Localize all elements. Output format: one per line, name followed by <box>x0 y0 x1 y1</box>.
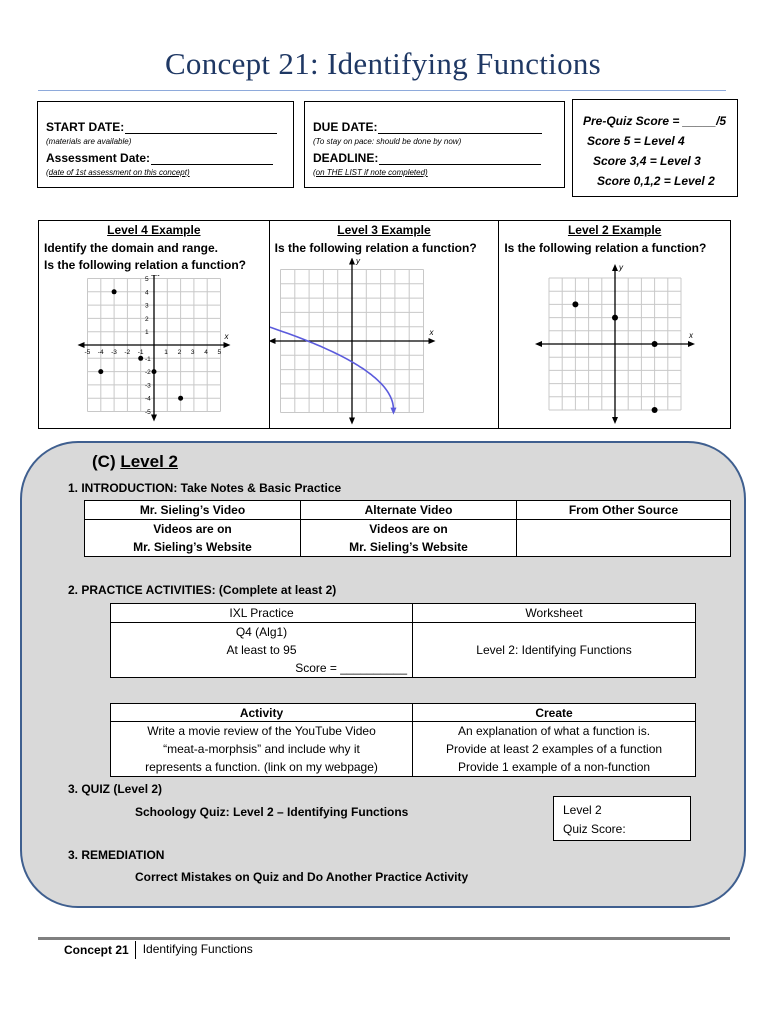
y-tick-label: 2 <box>145 315 149 323</box>
due-date-box <box>304 101 565 188</box>
data-point <box>112 289 117 294</box>
x-tick-label: 5 <box>217 349 222 356</box>
x-tick-label: 2 <box>177 349 182 356</box>
y-tick-label: -2 <box>145 369 151 377</box>
ixl-cell[interactable] <box>111 623 413 678</box>
activity-line-1: Write a movie review of the YouTube Video <box>147 724 376 738</box>
y-tick-label: -5 <box>145 409 151 416</box>
assessment-date-line[interactable] <box>151 153 273 165</box>
x-tick-label: -4 <box>97 349 104 356</box>
score-level-4: Score 5 = Level 4 <box>587 134 685 148</box>
data-point <box>573 301 579 307</box>
y-tick-label: 5 <box>145 276 149 283</box>
deadline-line[interactable] <box>379 153 541 165</box>
footer <box>64 941 253 959</box>
practice-col-ixl: IXL Practice <box>111 604 413 623</box>
level-4-question-line-1: Identify the domain and range. <box>44 241 219 255</box>
y-tick-label: -1 <box>145 355 151 363</box>
level-prefix: (C) <box>92 452 121 471</box>
start-date-line[interactable] <box>125 122 277 134</box>
data-point <box>152 369 157 374</box>
intro-col-sieling: Mr. Sieling’s Video <box>85 501 301 520</box>
x-axis-arrow <box>224 342 231 348</box>
x-axis-arrow <box>428 338 435 344</box>
x-tick-label: -2 <box>124 349 131 356</box>
level-2-example-cell <box>499 221 731 429</box>
practice-table <box>110 603 696 678</box>
x-tick-label: 4 <box>204 349 208 356</box>
ixl-skill: Q4 (Alg1) <box>235 625 288 639</box>
practice-heading: 2. PRACTICE ACTIVITIES: (Complete at least 2) <box>68 583 337 597</box>
examples-table <box>38 220 731 429</box>
y-tick-label: 3 <box>145 302 149 310</box>
x-axis-label: x <box>429 328 434 337</box>
data-point <box>98 369 103 374</box>
level-4-example-heading: Level 4 Example <box>107 223 201 237</box>
quiz-box-score: Quiz Score: <box>563 822 626 836</box>
create-line-3: Provide 1 example of a non-function <box>457 760 651 774</box>
level-name: Level 2 <box>120 452 178 471</box>
start-date-box <box>37 101 294 188</box>
x-axis-arrow <box>78 342 85 348</box>
level-heading <box>92 452 178 472</box>
create-line-2: Provide at least 2 examples of a function <box>445 742 663 756</box>
quiz-box-level: Level 2 <box>563 803 602 817</box>
x-axis-label: x <box>224 332 229 341</box>
activity-line-2: “meat-a-morphsis” and include why it <box>163 742 360 756</box>
activity-col-activity: Activity <box>111 704 413 722</box>
x-axis-label: x <box>689 331 694 340</box>
level-3-example-heading: Level 3 Example <box>337 223 431 237</box>
x-axis-arrow <box>535 341 542 347</box>
deadline-label: DEADLINE: <box>313 151 379 165</box>
data-point <box>612 315 618 321</box>
assessment-date-label: Assessment Date: <box>46 151 151 165</box>
y-axis-arrow <box>612 264 618 271</box>
y-tick-label: -3 <box>145 382 151 390</box>
pre-quiz-score: Pre-Quiz Score = _____/5 <box>583 114 727 128</box>
activity-line-3: represents a function. (link on my webpage) <box>145 760 378 774</box>
due-date-label: DUE DATE: <box>313 120 378 134</box>
practice-col-worksheet: Worksheet <box>413 604 696 623</box>
level-3-graph <box>270 258 498 428</box>
level-4-example-cell <box>39 221 270 429</box>
create-cell[interactable] <box>413 722 696 777</box>
intro-table <box>84 500 731 557</box>
due-date-line[interactable] <box>378 122 542 134</box>
remediation-text: Correct Mistakes on Quiz and Do Another Practice Activity <box>135 870 469 884</box>
ixl-target: At least to 95 <box>226 643 297 657</box>
y-axis-arrow <box>349 258 355 265</box>
y-axis-arrow <box>151 415 157 422</box>
deadline-note: (on THE LIST if note completed) <box>313 168 428 177</box>
level-4-question-line-2: Is the following relation a function? <box>44 258 246 272</box>
quiz-score-box[interactable] <box>553 796 691 841</box>
quiz-heading: 3. QUIZ (Level 2) <box>68 782 163 796</box>
y-axis-label: y <box>619 263 624 272</box>
level-2-question: Is the following relation a function? <box>504 241 707 255</box>
x-tick-label: 3 <box>190 349 195 356</box>
start-date-note: (materials are available) <box>46 137 132 146</box>
y-axis-arrow <box>612 417 618 424</box>
intro-alternate-line-1: Videos are on <box>369 522 448 536</box>
level-4-question <box>39 239 269 275</box>
relation-curve <box>270 317 394 410</box>
intro-sieling-line-1: Videos are on <box>153 522 232 536</box>
curve-arrow <box>390 408 396 415</box>
data-point <box>652 341 658 347</box>
intro-sieling-line-2: Mr. Sieling’s Website <box>133 540 252 554</box>
pre-quiz-score-box <box>572 99 738 197</box>
score-level-2: Score 0,1,2 = Level 2 <box>597 174 715 188</box>
remediation-heading: 3. REMEDIATION <box>68 848 165 862</box>
x-tick-label: -3 <box>111 349 117 356</box>
x-axis-arrow <box>688 341 695 347</box>
y-tick-label: -4 <box>145 395 151 403</box>
intro-heading: 1. INTRODUCTION: Take Notes & Basic Practice <box>68 481 342 495</box>
activity-table <box>110 703 696 777</box>
assessment-date-note: (date of 1st assessment on this concept) <box>46 168 190 177</box>
y-axis-label <box>157 275 163 277</box>
data-point <box>138 356 143 361</box>
data-point <box>652 407 658 413</box>
page-title: Concept 21: Identifying Functions <box>164 46 602 81</box>
intro-col-other: From Other Source <box>517 501 731 520</box>
intro-sieling-cell[interactable] <box>85 520 301 557</box>
y-axis-arrow <box>151 275 157 276</box>
x-axis-arrow <box>270 338 276 344</box>
intro-alternate-line-2: Mr. Sieling’s Website <box>349 540 468 554</box>
x-tick-label: -1 <box>137 349 144 356</box>
level-2-example-heading: Level 2 Example <box>567 223 662 237</box>
quiz-text: Schoology Quiz: Level 2 – Identifying Functions <box>135 805 409 819</box>
data-point <box>178 396 183 401</box>
title-divider <box>38 90 726 91</box>
x-tick-label: -5 <box>84 349 91 356</box>
score-level-3: Score 3,4 = Level 3 <box>593 154 701 168</box>
ixl-score: Score = __________ <box>295 661 407 675</box>
start-date-label: START DATE: <box>46 120 125 134</box>
y-tick-label: 4 <box>145 289 149 297</box>
y-tick-label: 1 <box>145 329 149 337</box>
intro-col-alternate: Alternate Video <box>301 501 517 520</box>
due-date-note: (To stay on pace: should be done by now) <box>313 137 462 146</box>
intro-other-cell[interactable] <box>517 520 731 557</box>
x-tick-label: 1 <box>164 349 168 356</box>
y-axis-arrow <box>349 418 355 425</box>
activity-cell[interactable] <box>111 722 413 777</box>
footer-concept: Concept 21 <box>64 941 136 959</box>
level-3-question: Is the following relation a function? <box>274 241 477 255</box>
intro-alternate-cell[interactable] <box>301 520 517 557</box>
level-2-graph <box>499 258 729 428</box>
footer-divider <box>38 937 730 940</box>
level-3-example-cell <box>269 221 499 429</box>
y-axis-label: y <box>355 258 360 266</box>
footer-title: Identifying Functions <box>142 942 253 956</box>
worksheet-cell[interactable]: Level 2: Identifying Functions <box>413 623 696 678</box>
create-line-1: An explanation of what a function is. <box>457 724 651 738</box>
activity-col-create: Create <box>413 704 696 722</box>
level-4-graph <box>39 275 268 427</box>
